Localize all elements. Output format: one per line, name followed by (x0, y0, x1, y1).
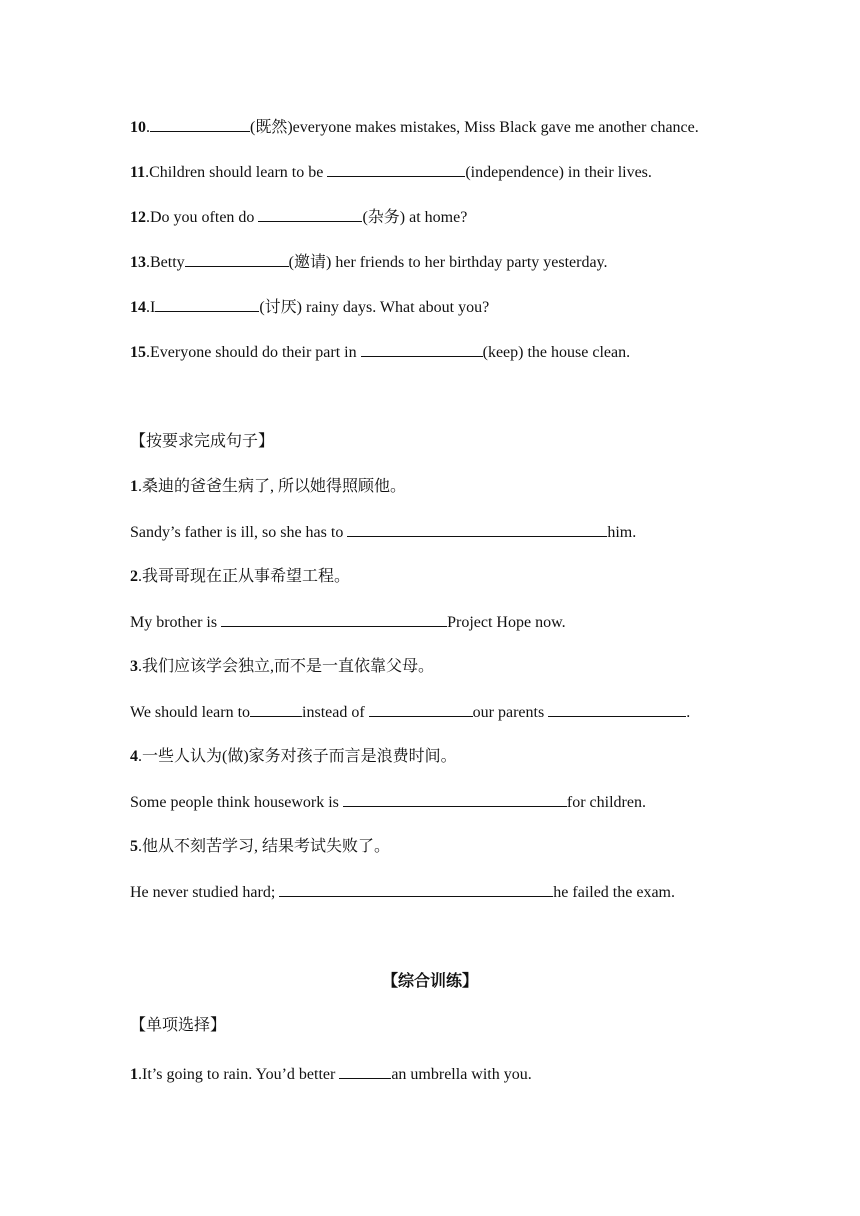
question-number: 1 (130, 478, 138, 495)
translation-5-chinese: 5.他从不刻苦学习, 结果考试失败了。 (130, 838, 391, 855)
answer-blank[interactable] (221, 612, 447, 627)
hint: (independence) (465, 164, 564, 181)
answer-blank[interactable] (369, 702, 473, 717)
hint: (邀请) (288, 254, 332, 271)
question-number: 13 (130, 254, 146, 271)
question-13: 13.Betty (邀请) her friends to her birthday party yesterday. (130, 254, 608, 271)
translation-4-chinese: 4.一些人认为(做)家务对孩子而言是浪费时间。 (130, 748, 457, 765)
question-number: 2 (130, 568, 138, 585)
question-12: 12.Do you often do (杂务) at home? (130, 209, 468, 226)
answer-blank[interactable] (339, 1064, 391, 1079)
translation-1-chinese: 1.桑迪的爸爸生病了, 所以她得照顾他。 (130, 478, 407, 495)
translation-4-english: Some people think housework is for children. (130, 794, 646, 811)
answer-blank[interactable] (185, 252, 289, 267)
question-number: 5 (130, 838, 138, 855)
section-heading: 【按要求完成句子】 (130, 433, 275, 450)
hint: (keep) (482, 344, 524, 361)
translation-2-english: My brother is Project Hope now. (130, 614, 566, 631)
hint: (既然) (250, 119, 293, 136)
answer-blank[interactable] (155, 297, 259, 312)
question-10: 10. (既然)everyone makes mistakes, Miss Black gave me another chance. (130, 119, 699, 136)
answer-blank[interactable] (343, 792, 567, 807)
translation-3-english: We should learn to instead of our parents . (130, 704, 691, 721)
question-number: 3 (130, 658, 138, 675)
answer-blank[interactable] (361, 342, 483, 357)
question-number: 15 (130, 344, 146, 361)
answer-blank[interactable] (279, 882, 553, 897)
answer-blank[interactable] (327, 162, 465, 177)
question-number: 12 (130, 209, 146, 226)
question-number: 4 (130, 748, 138, 765)
hint: (讨厌) (259, 299, 302, 316)
question-11: 11.Children should learn to be (independence) in their lives. (130, 164, 652, 181)
question-number: 10 (130, 119, 146, 136)
section-subheading: 【单项选择】 (130, 1017, 227, 1034)
answer-blank[interactable] (250, 702, 302, 717)
answer-blank[interactable] (347, 522, 607, 537)
translation-5-english: He never studied hard; he failed the exam. (130, 884, 675, 901)
translation-2-chinese: 2.我哥哥现在正从事希望工程。 (130, 568, 351, 585)
section-title: 【综合训练】 (381, 973, 478, 990)
answer-blank[interactable] (258, 207, 362, 222)
question-number: 11 (130, 164, 146, 181)
question-number: 14 (130, 299, 146, 316)
answer-blank[interactable] (150, 117, 250, 132)
answer-blank[interactable] (548, 702, 686, 717)
choice-question-1: 1.It’s going to rain. You’d better an umbrella with you. (130, 1066, 532, 1083)
question-number: 1 (130, 1066, 138, 1083)
translation-1-english: Sandy’s father is ill, so she has to him. (130, 524, 637, 541)
translation-3-chinese: 3.我们应该学会独立,而不是一直依靠父母。 (130, 658, 435, 675)
question-14: 14.I (讨厌) rainy days. What about you? (130, 299, 490, 316)
question-15: 15.Everyone should do their part in (keep) the house clean. (130, 344, 631, 361)
hint: (杂务) (362, 209, 406, 226)
